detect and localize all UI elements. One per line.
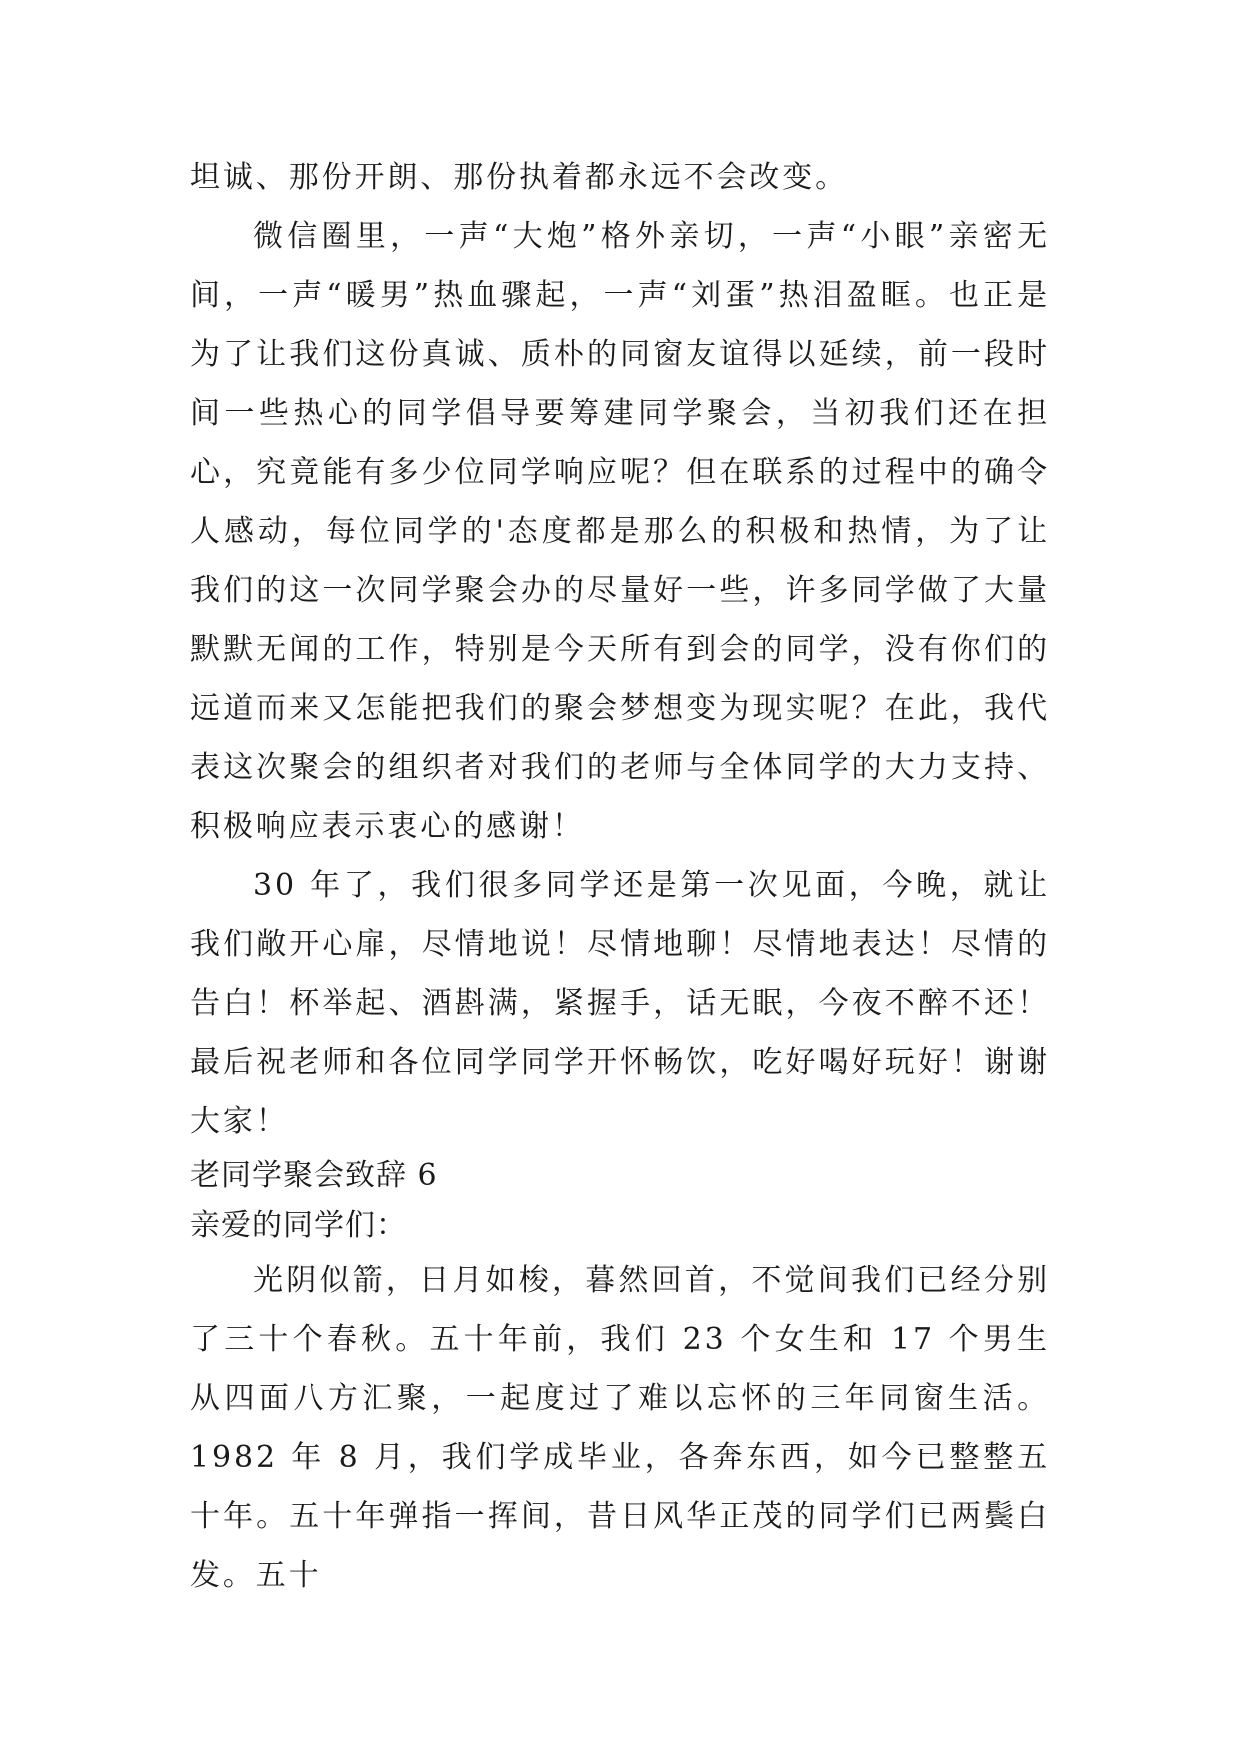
salutation-line: 亲爱的同学们：: [190, 1208, 407, 1243]
paragraph-continuation: 坦诚、那份开朗、那份执着都永远不会改变。: [190, 160, 848, 195]
section-heading: 老同学聚会致辞 6: [190, 1158, 438, 1193]
paragraph-time-flies: 光阴似箭，日月如梭，暮然回首，不觉间我们已经分别了三十个春秋。五十年前，我们 23 个女生和 17 个男生从四面八方汇聚，一起度过了难以忘怀的三年同窗生活。1982 年 8 月，我们学成毕业，各奔东西，如今已整整五十年。五十年弹指一挥间，昔日风华正茂的同学们已两鬓白发。五十: [190, 1263, 1050, 1593]
paragraph-wechat-memories: 微信圈里，一声“大炮”格外亲切，一声“小眼”亲密无间，一声“暖男”热血骤起，一声“刘蛋”热泪盈眶。也正是为了让我们这份真诚、质朴的同窗友谊得以延续，前一段时间一些热心的同学倡导要筹建同学聚会，当初我们还在担心，究竟能有多少位同学响应呢？但在联系的过程中的确令人感动，每位同学的'态度都是那么的积极和热情，为了让我们的这一次同学聚会办的尽量好一些，许多同学做了大量默默无闻的工作，特别是今天所有到会的同学，没有你们的远道而来又怎能把我们的聚会梦想变为现实呢？在此，我代表这次聚会的组织者对我们的老师与全体同学的大力支持、积极响应表示衷心的感谢！: [190, 219, 1050, 844]
paragraph-thirty-years: 30 年了，我们很多同学还是第一次见面，今晚，就让我们敞开心扉，尽情地说！尽情地聊！尽情地表达！尽情的告白！杯举起、酒斟满，紧握手，话无眠，今夜不醉不还！最后祝老师和各位同学同学开怀畅饮，吃好喝好玩好！谢谢大家！: [190, 868, 1050, 1139]
document-body: [190, 148, 1050, 1605]
